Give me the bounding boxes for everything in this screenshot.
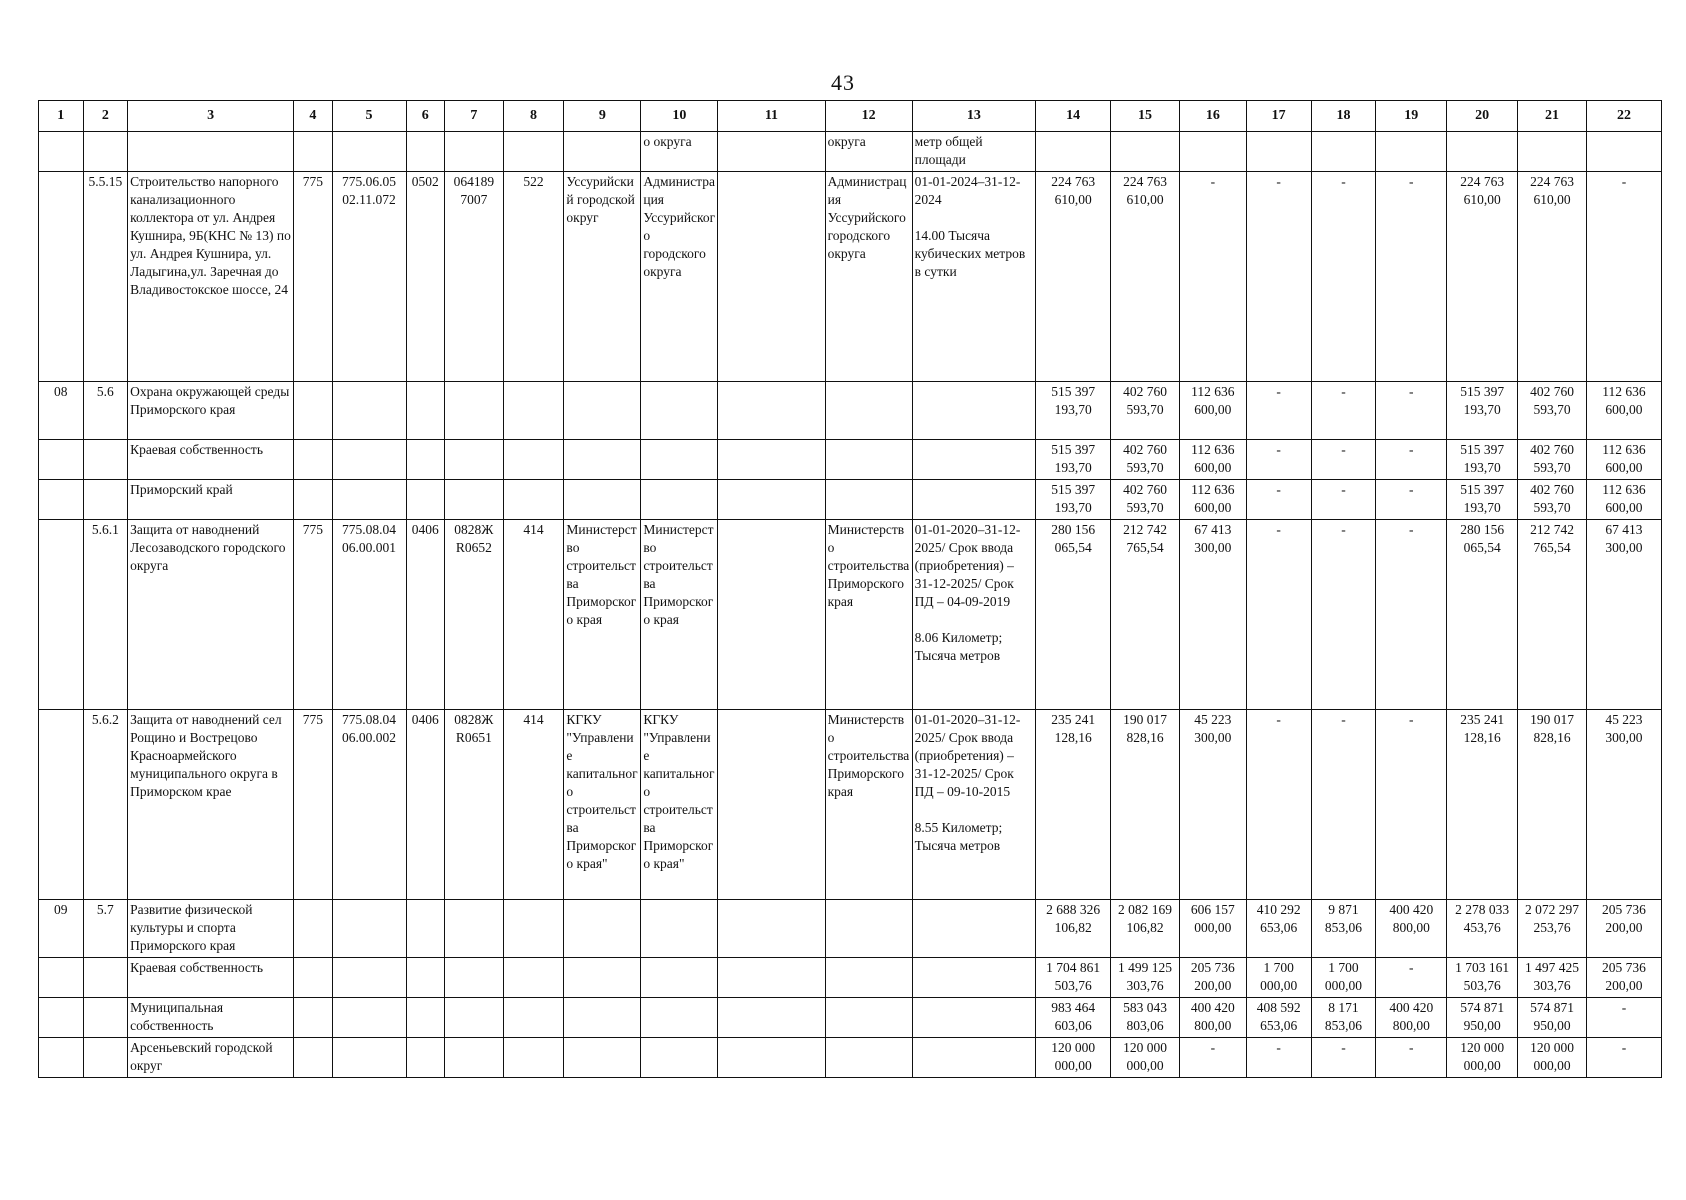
table-cell-col-3: Муниципальная собственность [128, 998, 294, 1038]
table-cell-col-2: 5.6.1 [83, 520, 128, 710]
table-cell-col-15: 402 760 593,70 [1111, 480, 1180, 520]
table-cell-col-2: 5.6.2 [83, 710, 128, 900]
table-cell-col-22: 205 736 200,00 [1586, 900, 1661, 958]
table-cell-col-12 [825, 480, 912, 520]
table-cell-col-16: 45 223 300,00 [1179, 710, 1246, 900]
table-cell-col-10 [641, 1038, 718, 1078]
table-cell-col-6 [406, 900, 444, 958]
table-cell-col-12 [825, 1038, 912, 1078]
table-cell-col-7 [444, 998, 503, 1038]
table-cell-col-11 [718, 480, 825, 520]
table-row [39, 382, 1662, 440]
table-cell-col-2 [83, 958, 128, 998]
column-header-9: 9 [564, 101, 641, 132]
table-cell-col-9 [564, 132, 641, 172]
table-cell-col-13 [912, 440, 1036, 480]
table-cell-col-4 [294, 998, 332, 1038]
table-cell-col-1 [39, 440, 84, 480]
table-cell-col-7: 064189 7007 [444, 172, 503, 382]
table-cell-col-9 [564, 900, 641, 958]
table-cell-col-2 [83, 132, 128, 172]
table-cell-col-17: - [1246, 440, 1311, 480]
table-cell-col-14: 515 397 193,70 [1036, 440, 1111, 480]
table-cell-col-8: 414 [503, 520, 564, 710]
table-cell-col-14: 120 000 000,00 [1036, 1038, 1111, 1078]
table-cell-col-14: 983 464 603,06 [1036, 998, 1111, 1038]
table-cell-col-4 [294, 382, 332, 440]
table-cell-col-9 [564, 382, 641, 440]
table-cell-col-1 [39, 958, 84, 998]
table-cell-col-22: 205 736 200,00 [1586, 958, 1661, 998]
table-cell-col-1 [39, 480, 84, 520]
table-cell-col-17: 1 700 000,00 [1246, 958, 1311, 998]
table-cell-col-3: Защита от наводнений сел Рощино и Вострецово Красноармейского муниципального округа в Приморском крае [128, 710, 294, 900]
table-cell-col-6 [406, 440, 444, 480]
table-cell-col-13 [912, 480, 1036, 520]
table-cell-col-20: 1 703 161 503,76 [1447, 958, 1518, 998]
table-cell-col-16 [1179, 132, 1246, 172]
table-cell-col-4 [294, 440, 332, 480]
table-cell-col-20: 280 156 065,54 [1447, 520, 1518, 710]
table-cell-col-17: - [1246, 382, 1311, 440]
table-cell-col-9 [564, 1038, 641, 1078]
table-cell-col-10 [641, 958, 718, 998]
table-cell-col-4: 775 [294, 710, 332, 900]
table-cell-col-6: 0502 [406, 172, 444, 382]
column-header-18: 18 [1311, 101, 1376, 132]
column-header-11: 11 [718, 101, 825, 132]
table-cell-col-21: 2 072 297 253,76 [1518, 900, 1587, 958]
table-cell-col-3: Приморский край [128, 480, 294, 520]
table-cell-col-21: 1 497 425 303,76 [1518, 958, 1587, 998]
table-cell-col-12 [825, 440, 912, 480]
table-cell-col-10: КГКУ "Управление капитального строительства Приморского края" [641, 710, 718, 900]
table-cell-col-19: - [1376, 440, 1447, 480]
table-cell-col-18: - [1311, 382, 1376, 440]
table-cell-col-18: 8 171 853,06 [1311, 998, 1376, 1038]
table-row [39, 710, 1662, 900]
table-cell-col-5 [332, 382, 406, 440]
table-row [39, 998, 1662, 1038]
table-cell-col-4: 775 [294, 520, 332, 710]
column-header-17: 17 [1246, 101, 1311, 132]
table-cell-col-8 [503, 900, 564, 958]
table-cell-col-13: 01-01-2024–31-12-2024 14.00 Тысяча кубических метров в сутки [912, 172, 1036, 382]
table-cell-col-19: 400 420 800,00 [1376, 998, 1447, 1038]
table-cell-col-14: 224 763 610,00 [1036, 172, 1111, 382]
table-cell-col-4 [294, 480, 332, 520]
table-cell-col-9 [564, 998, 641, 1038]
column-header-14: 14 [1036, 101, 1111, 132]
table-cell-col-15: 212 742 765,54 [1111, 520, 1180, 710]
table-cell-col-9 [564, 958, 641, 998]
table-cell-col-20: 224 763 610,00 [1447, 172, 1518, 382]
table-cell-col-5: 775.06.05 02.11.072 [332, 172, 406, 382]
table-cell-col-11 [718, 900, 825, 958]
table-cell-col-11 [718, 172, 825, 382]
table-cell-col-15: 583 043 803,06 [1111, 998, 1180, 1038]
table-cell-col-16: 205 736 200,00 [1179, 958, 1246, 998]
column-header-19: 19 [1376, 101, 1447, 132]
table-cell-col-20: 515 397 193,70 [1447, 440, 1518, 480]
table-cell-col-5 [332, 440, 406, 480]
table-cell-col-7 [444, 958, 503, 998]
table-cell-col-5: 775.08.04 06.00.002 [332, 710, 406, 900]
table-cell-col-21: 402 760 593,70 [1518, 382, 1587, 440]
table-cell-col-10 [641, 440, 718, 480]
table-cell-col-3: Развитие физической культуры и спорта Приморского края [128, 900, 294, 958]
table-cell-col-16: 112 636 600,00 [1179, 440, 1246, 480]
table-cell-col-22: 112 636 600,00 [1586, 382, 1661, 440]
table-cell-col-15: 224 763 610,00 [1111, 172, 1180, 382]
column-header-4: 4 [294, 101, 332, 132]
table-cell-col-21 [1518, 132, 1587, 172]
table-row [39, 520, 1662, 710]
column-header-22: 22 [1586, 101, 1661, 132]
table-cell-col-9 [564, 440, 641, 480]
table-cell-col-7 [444, 440, 503, 480]
table-row [39, 440, 1662, 480]
column-header-7: 7 [444, 101, 503, 132]
table-cell-col-12: Министерство строительства Приморского края [825, 710, 912, 900]
table-row [39, 900, 1662, 958]
table-cell-col-10 [641, 900, 718, 958]
table-cell-col-19: - [1376, 172, 1447, 382]
table-cell-col-16: 67 413 300,00 [1179, 520, 1246, 710]
table-cell-col-1 [39, 132, 84, 172]
table-row [39, 132, 1662, 172]
table-cell-col-22: - [1586, 172, 1661, 382]
table-cell-col-17: 410 292 653,06 [1246, 900, 1311, 958]
column-header-13: 13 [912, 101, 1036, 132]
column-header-15: 15 [1111, 101, 1180, 132]
table-cell-col-2: 5.5.15 [83, 172, 128, 382]
table-cell-col-13 [912, 958, 1036, 998]
table-cell-col-22: 67 413 300,00 [1586, 520, 1661, 710]
table-cell-col-8 [503, 480, 564, 520]
table-cell-col-17: 408 592 653,06 [1246, 998, 1311, 1038]
table-cell-col-2 [83, 998, 128, 1038]
table-cell-col-6 [406, 382, 444, 440]
table-cell-col-11 [718, 958, 825, 998]
table-cell-col-22: 45 223 300,00 [1586, 710, 1661, 900]
table-cell-col-6 [406, 958, 444, 998]
table-cell-col-6 [406, 1038, 444, 1078]
table-cell-col-17: - [1246, 1038, 1311, 1078]
table-cell-col-3: Краевая собственность [128, 958, 294, 998]
table-cell-col-21: 402 760 593,70 [1518, 480, 1587, 520]
table-cell-col-4 [294, 958, 332, 998]
table-cell-col-5 [332, 998, 406, 1038]
table-cell-col-12 [825, 998, 912, 1038]
table-cell-col-19: - [1376, 480, 1447, 520]
table-cell-col-5 [332, 958, 406, 998]
table-cell-col-8 [503, 440, 564, 480]
table-cell-col-7 [444, 480, 503, 520]
table-cell-col-10: Министерство строительства Приморского края [641, 520, 718, 710]
table-cell-col-9: КГКУ "Управление капитального строительства Приморского края" [564, 710, 641, 900]
column-header-12: 12 [825, 101, 912, 132]
table-cell-col-19: - [1376, 710, 1447, 900]
table-cell-col-20: 515 397 193,70 [1447, 382, 1518, 440]
table-cell-col-6 [406, 480, 444, 520]
column-header-3: 3 [128, 101, 294, 132]
table-cell-col-9: Уссурийский городской округ [564, 172, 641, 382]
header-row [39, 101, 1662, 132]
column-header-6: 6 [406, 101, 444, 132]
table-cell-col-18: 9 871 853,06 [1311, 900, 1376, 958]
table-cell-col-11 [718, 440, 825, 480]
table-cell-col-21: 224 763 610,00 [1518, 172, 1587, 382]
budget-table [38, 100, 1662, 1078]
table-cell-col-16: 112 636 600,00 [1179, 480, 1246, 520]
table-cell-col-20: 120 000 000,00 [1447, 1038, 1518, 1078]
table-cell-col-2: 5.6 [83, 382, 128, 440]
table-cell-col-13: метр общей площади [912, 132, 1036, 172]
table-cell-col-7 [444, 382, 503, 440]
table-cell-col-18: - [1311, 710, 1376, 900]
table-cell-col-16: 606 157 000,00 [1179, 900, 1246, 958]
table-cell-col-22: 112 636 600,00 [1586, 480, 1661, 520]
table-cell-col-8 [503, 958, 564, 998]
table-cell-col-20: 574 871 950,00 [1447, 998, 1518, 1038]
table-cell-col-10 [641, 998, 718, 1038]
table-cell-col-1 [39, 1038, 84, 1078]
table-cell-col-6: 0406 [406, 710, 444, 900]
table-cell-col-17: - [1246, 480, 1311, 520]
table-cell-col-19: - [1376, 1038, 1447, 1078]
table-cell-col-8: 414 [503, 710, 564, 900]
column-header-2: 2 [83, 101, 128, 132]
table-cell-col-5 [332, 480, 406, 520]
table-cell-col-7: 0828Ж R0651 [444, 710, 503, 900]
table-row [39, 480, 1662, 520]
table-cell-col-21: 212 742 765,54 [1518, 520, 1587, 710]
table-cell-col-17: - [1246, 172, 1311, 382]
table-cell-col-8: 522 [503, 172, 564, 382]
table-cell-col-20: 235 241 128,16 [1447, 710, 1518, 900]
table-cell-col-1: 08 [39, 382, 84, 440]
table-cell-col-7 [444, 1038, 503, 1078]
table-cell-col-17: - [1246, 520, 1311, 710]
table-cell-col-9 [564, 480, 641, 520]
table-cell-col-6 [406, 998, 444, 1038]
table-cell-col-22: - [1586, 1038, 1661, 1078]
table-cell-col-18: 1 700 000,00 [1311, 958, 1376, 998]
table-cell-col-16: 112 636 600,00 [1179, 382, 1246, 440]
table-cell-col-18: - [1311, 172, 1376, 382]
table-cell-col-6 [406, 132, 444, 172]
table-cell-col-4 [294, 1038, 332, 1078]
column-header-8: 8 [503, 101, 564, 132]
table-cell-col-21: 574 871 950,00 [1518, 998, 1587, 1038]
table-cell-col-10 [641, 480, 718, 520]
table-cell-col-19: - [1376, 520, 1447, 710]
table-row [39, 958, 1662, 998]
table-cell-col-12 [825, 900, 912, 958]
table-cell-col-4 [294, 132, 332, 172]
table-cell-col-4: 775 [294, 172, 332, 382]
table-cell-col-1 [39, 710, 84, 900]
table-cell-col-18: - [1311, 440, 1376, 480]
table-cell-col-16: - [1179, 172, 1246, 382]
column-header-1: 1 [39, 101, 84, 132]
table-cell-col-2 [83, 1038, 128, 1078]
table-cell-col-12 [825, 382, 912, 440]
table-cell-col-22: 112 636 600,00 [1586, 440, 1661, 480]
table-cell-col-15: 190 017 828,16 [1111, 710, 1180, 900]
table-cell-col-19: - [1376, 958, 1447, 998]
table-row [39, 172, 1662, 382]
table-cell-col-17 [1246, 132, 1311, 172]
table-cell-col-11 [718, 998, 825, 1038]
table-cell-col-16: 400 420 800,00 [1179, 998, 1246, 1038]
table-cell-col-5: 775.08.04 06.00.001 [332, 520, 406, 710]
table-cell-col-13 [912, 382, 1036, 440]
column-header-10: 10 [641, 101, 718, 132]
table-cell-col-15: 1 499 125 303,76 [1111, 958, 1180, 998]
column-header-21: 21 [1518, 101, 1587, 132]
table-cell-col-3: Охрана окружающей среды Приморского края [128, 382, 294, 440]
table-row [39, 1038, 1662, 1078]
table-cell-col-21: 120 000 000,00 [1518, 1038, 1587, 1078]
table-cell-col-15: 402 760 593,70 [1111, 440, 1180, 480]
table-cell-col-5 [332, 1038, 406, 1078]
column-header-5: 5 [332, 101, 406, 132]
table-cell-col-12: округа [825, 132, 912, 172]
table-cell-col-18 [1311, 132, 1376, 172]
table-cell-col-7: 0828Ж R0652 [444, 520, 503, 710]
table-cell-col-1 [39, 172, 84, 382]
table-cell-col-15: 120 000 000,00 [1111, 1038, 1180, 1078]
table-cell-col-11 [718, 520, 825, 710]
table-cell-col-20: 2 278 033 453,76 [1447, 900, 1518, 958]
table-cell-col-1: 09 [39, 900, 84, 958]
table-cell-col-13 [912, 998, 1036, 1038]
table-cell-col-1 [39, 998, 84, 1038]
table-cell-col-19 [1376, 132, 1447, 172]
table-cell-col-12: Министерство строительства Приморского края [825, 520, 912, 710]
table-cell-col-21: 190 017 828,16 [1518, 710, 1587, 900]
table-cell-col-9: Министерство строительства Приморского края [564, 520, 641, 710]
table-cell-col-22: - [1586, 998, 1661, 1038]
table-cell-col-14: 235 241 128,16 [1036, 710, 1111, 900]
table-cell-col-14: 515 397 193,70 [1036, 480, 1111, 520]
table-cell-col-11 [718, 132, 825, 172]
table-cell-col-15: 402 760 593,70 [1111, 382, 1180, 440]
table-cell-col-18: - [1311, 1038, 1376, 1078]
table-cell-col-15 [1111, 132, 1180, 172]
table-cell-col-2 [83, 480, 128, 520]
table-cell-col-2: 5.7 [83, 900, 128, 958]
table-cell-col-8 [503, 998, 564, 1038]
table-cell-col-5 [332, 132, 406, 172]
page-number: 43 [831, 70, 855, 95]
table-cell-col-3: Защита от наводнений Лесозаводского городского округа [128, 520, 294, 710]
table-cell-col-5 [332, 900, 406, 958]
table-cell-col-14: 2 688 326 106,82 [1036, 900, 1111, 958]
table-cell-col-13 [912, 900, 1036, 958]
table-cell-col-2 [83, 440, 128, 480]
table-cell-col-11 [718, 1038, 825, 1078]
table-cell-col-19: 400 420 800,00 [1376, 900, 1447, 958]
table-cell-col-7 [444, 900, 503, 958]
table-cell-col-8 [503, 1038, 564, 1078]
table-cell-col-15: 2 082 169 106,82 [1111, 900, 1180, 958]
table-cell-col-10: о округа [641, 132, 718, 172]
table-cell-col-7 [444, 132, 503, 172]
table-cell-col-11 [718, 710, 825, 900]
table-cell-col-21: 402 760 593,70 [1518, 440, 1587, 480]
table-cell-col-20: 515 397 193,70 [1447, 480, 1518, 520]
table-cell-col-3: Арсеньевский городской округ [128, 1038, 294, 1078]
table-body [39, 132, 1662, 1078]
table-cell-col-8 [503, 382, 564, 440]
table-cell-col-3: Краевая собственность [128, 440, 294, 480]
table-cell-col-16: - [1179, 1038, 1246, 1078]
table-cell-col-13: 01-01-2020–31-12-2025/ Срок ввода (приобретения) – 31-12-2025/ Срок ПД – 04-09-2019 8.06 Километр; Тысяча метров [912, 520, 1036, 710]
table-cell-col-14 [1036, 132, 1111, 172]
table-cell-col-10: Администрация Уссурийского городского округа [641, 172, 718, 382]
table-cell-col-12 [825, 958, 912, 998]
table-cell-col-17: - [1246, 710, 1311, 900]
table-cell-col-11 [718, 382, 825, 440]
table-cell-col-13: 01-01-2020–31-12-2025/ Срок ввода (приобретения) – 31-12-2025/ Срок ПД – 09-10-2015 8.55 Километр; Тысяча метров [912, 710, 1036, 900]
table-cell-col-14: 1 704 861 503,76 [1036, 958, 1111, 998]
table-cell-col-22 [1586, 132, 1661, 172]
table-cell-col-18: - [1311, 480, 1376, 520]
column-header-16: 16 [1179, 101, 1246, 132]
table-cell-col-12: Администрация Уссурийского городского округа [825, 172, 912, 382]
table-cell-col-19: - [1376, 382, 1447, 440]
table-cell-col-3 [128, 132, 294, 172]
column-header-20: 20 [1447, 101, 1518, 132]
table-cell-col-20 [1447, 132, 1518, 172]
table-cell-col-1 [39, 520, 84, 710]
table-cell-col-14: 515 397 193,70 [1036, 382, 1111, 440]
table-cell-col-14: 280 156 065,54 [1036, 520, 1111, 710]
table-cell-col-13 [912, 1038, 1036, 1078]
table-cell-col-18: - [1311, 520, 1376, 710]
table-cell-col-8 [503, 132, 564, 172]
table-cell-col-10 [641, 382, 718, 440]
table-cell-col-3: Строительство напорного канализационного коллектора от ул. Андрея Кушнира, 9Б(КНС № 13) по ул. Андрея Кушнира, ул. Ладыгина,ул. Заречная до Владивостокское шоссе, 24 [128, 172, 294, 382]
table-cell-col-6: 0406 [406, 520, 444, 710]
table-cell-col-4 [294, 900, 332, 958]
